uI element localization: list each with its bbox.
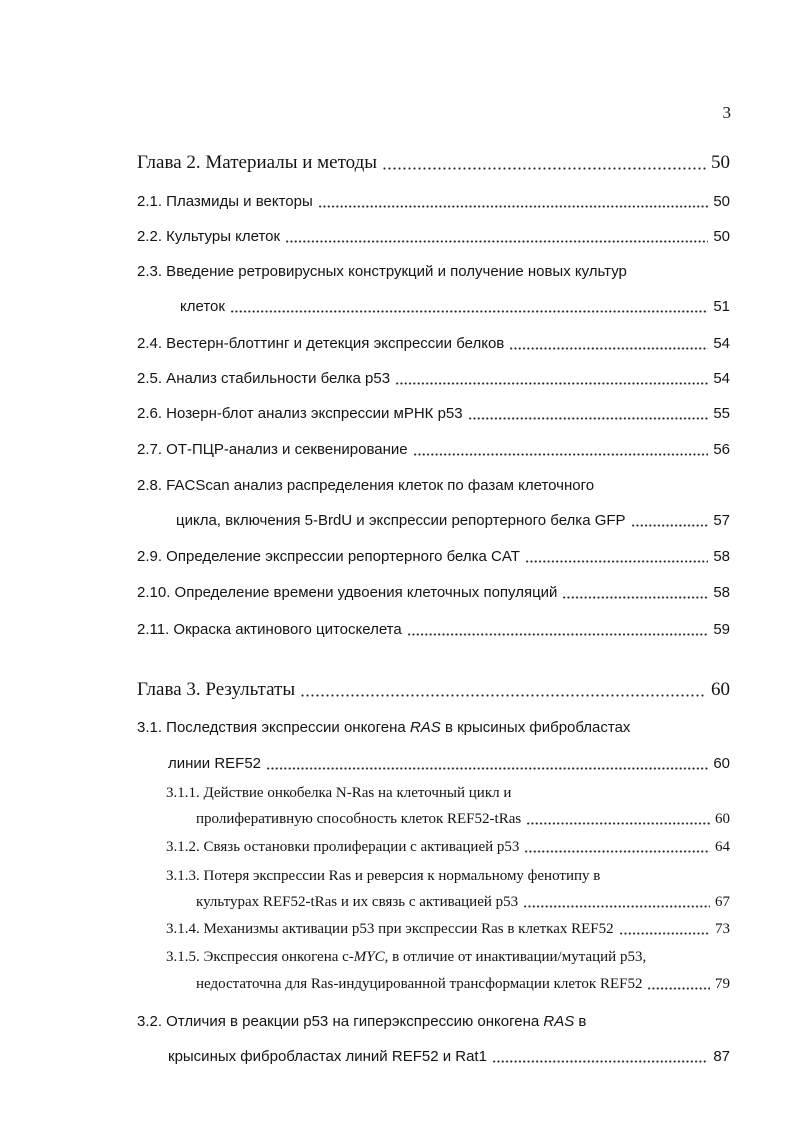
toc-entry-label [137, 719, 630, 737]
label-text: 3.2. Отличия в реакции p53 на гиперэкспрессию онкогена [137, 1013, 544, 1030]
toc-entry-page: 60 [715, 811, 730, 827]
toc-entry-label: 3.1.2. Связь остановки пролиферации с активацией p53 [166, 839, 520, 855]
label-italic-text: MYC [353, 949, 385, 965]
toc-chapter-page: 50 [711, 152, 730, 173]
toc-entry-label-continuation: линии REF52 [168, 755, 262, 772]
dot-leader [647, 975, 710, 993]
dot-leader [492, 1048, 708, 1066]
dot-leader [631, 512, 709, 530]
toc-entry-page: 58 [713, 548, 730, 565]
toc-entry-2-9 [137, 548, 730, 566]
dot-leader [318, 193, 709, 211]
toc-entry-page: 67 [715, 894, 730, 910]
toc-entry-page: 50 [713, 228, 730, 245]
toc-entry-label [137, 1013, 586, 1031]
toc-entry-2-11 [137, 621, 730, 639]
toc-entry-2-3-continuation [180, 298, 730, 316]
toc-entry-label: 2.3. Введение ретровирусных конструкций и получение новых культур [137, 263, 627, 280]
dot-leader [526, 810, 710, 828]
toc-entry-3-2-continuation [168, 1048, 730, 1066]
toc-entry-page: 79 [715, 976, 730, 992]
toc-entry-3-1-3-continuation [196, 893, 730, 911]
toc-entry-2-4 [137, 335, 730, 353]
toc-entry-2-7 [137, 441, 730, 459]
toc-entry-label: 2.1. Плазмиды и векторы [137, 193, 313, 210]
toc-entry-label: 3.1.4. Механизмы активации p53 при экспрессии Ras в клетках REF52 [166, 921, 614, 937]
toc-entry-3-2 [137, 1013, 586, 1031]
toc-entry-3-1-3 [166, 867, 600, 885]
dot-leader [300, 679, 706, 701]
toc-entry-2-6 [137, 405, 730, 423]
dot-leader [619, 920, 710, 938]
toc-entry-page: 54 [713, 335, 730, 352]
dot-leader [285, 228, 708, 246]
toc-chapter-page: 60 [711, 679, 730, 700]
toc-chapter-label: Глава 3. Результаты [137, 679, 296, 700]
label-text: в [574, 1013, 587, 1030]
toc-entry-page: 58 [713, 584, 730, 601]
toc-entry-3-1 [137, 719, 630, 737]
toc-entry-2-3 [137, 263, 627, 281]
toc-entry-3-1-continuation [168, 755, 730, 773]
toc-entry-2-10 [137, 584, 730, 602]
label-italic-text: RAS [409, 719, 441, 736]
dot-leader [266, 755, 708, 773]
toc-entry-3-1-1 [166, 784, 511, 802]
toc-entry-3-1-5-continuation [196, 975, 730, 993]
toc-entry-2-1 [137, 193, 730, 211]
toc-entry-2-5 [137, 370, 730, 388]
toc-entry-label: 2.11. Окраска актинового цитоскелета [137, 621, 402, 638]
dot-leader [523, 893, 710, 911]
dot-leader [509, 335, 708, 353]
toc-entry-label: 2.6. Нозерн-блот анализ экспрессии мРНК p53 [137, 405, 463, 422]
toc-chapter-2 [137, 152, 730, 174]
dot-leader [562, 584, 708, 602]
toc-entry-label-continuation: цикла, включения 5-BrdU и экспрессии репортерного белка GFP [176, 512, 626, 529]
toc-entry-2-2 [137, 228, 730, 246]
dot-leader [395, 370, 708, 388]
dot-leader [525, 548, 708, 566]
toc-entry-label-continuation: культурах REF52-tRas и их связь с активацией p53 [196, 894, 519, 910]
toc-entry-label [166, 948, 646, 966]
toc-entry-page: 51 [713, 298, 730, 315]
toc-entry-page: 60 [713, 755, 730, 772]
toc-entry-label: 2.10. Определение времени удвоения клеточных популяций [137, 584, 558, 601]
dot-leader [230, 298, 708, 316]
toc-entry-2-8-continuation [176, 512, 730, 530]
toc-entry-3-1-2 [166, 838, 730, 856]
dot-leader [524, 838, 710, 856]
toc-entry-label: 3.1.3. Потеря экспрессии Ras и реверсия к нормальному фенотипу в [166, 868, 601, 884]
toc-entry-page: 54 [713, 370, 730, 387]
toc-entry-label: 2.2. Культуры клеток [137, 228, 281, 245]
toc-entry-label: 2.9. Определение экспрессии репортерного белка CAT [137, 548, 520, 565]
toc-entry-2-8 [137, 477, 594, 495]
label-text: в крысиных фибробластах [440, 719, 631, 736]
toc-chapter-3 [137, 679, 730, 701]
toc-entry-page: 73 [715, 921, 730, 937]
toc-entry-page: 56 [713, 441, 730, 458]
toc-entry-label-continuation: крысиных фибробластах линий REF52 и Rat1 [168, 1048, 487, 1065]
toc-entry-label-continuation: недостаточна для Ras-индуцированной трансформации клеток REF52 [196, 976, 643, 992]
toc-entry-page: 87 [713, 1048, 730, 1065]
dot-leader [468, 405, 709, 423]
toc-entry-page: 64 [715, 839, 730, 855]
toc-entry-3-1-5 [166, 948, 646, 966]
toc-entry-label: 2.7. ОТ-ПЦР-анализ и секвенирование [137, 441, 408, 458]
toc-entry-label-continuation: пролиферативную способность клеток REF52-tRas [196, 811, 522, 827]
label-text: 3.1.5. Экспрессия онкогена c- [166, 949, 354, 965]
toc-entry-label: 2.4. Вестерн-блоттинг и детекция экспрессии белков [137, 335, 505, 352]
page-number: 3 [722, 103, 731, 122]
toc-entry-3-1-1-continuation [196, 810, 730, 828]
dot-leader [382, 152, 706, 174]
toc-entry-page: 50 [713, 193, 730, 210]
toc-entry-page: 55 [713, 405, 730, 422]
toc-entry-page: 57 [713, 512, 730, 529]
toc-entry-label: 3.1.1. Действие онкобелка N-Ras на клеточный цикл и [166, 785, 512, 801]
toc-entry-label-continuation: клеток [180, 298, 225, 315]
label-text: 3.1. Последствия экспрессии онкогена [137, 719, 410, 736]
toc-entry-page: 59 [713, 621, 730, 638]
dot-leader [407, 621, 709, 639]
label-text: , в отличие от инактивации/мутаций p53, [384, 949, 647, 965]
toc-entry-label: 2.5. Анализ стабильности белка p53 [137, 370, 391, 387]
toc-entry-3-1-4 [166, 920, 730, 938]
toc-entry-label: 2.8. FACScan анализ распределения клеток по фазам клеточного [137, 477, 595, 494]
toc-chapter-label: Глава 2. Материалы и методы [137, 152, 378, 173]
label-italic-text: RAS [543, 1013, 575, 1030]
dot-leader [413, 441, 709, 459]
